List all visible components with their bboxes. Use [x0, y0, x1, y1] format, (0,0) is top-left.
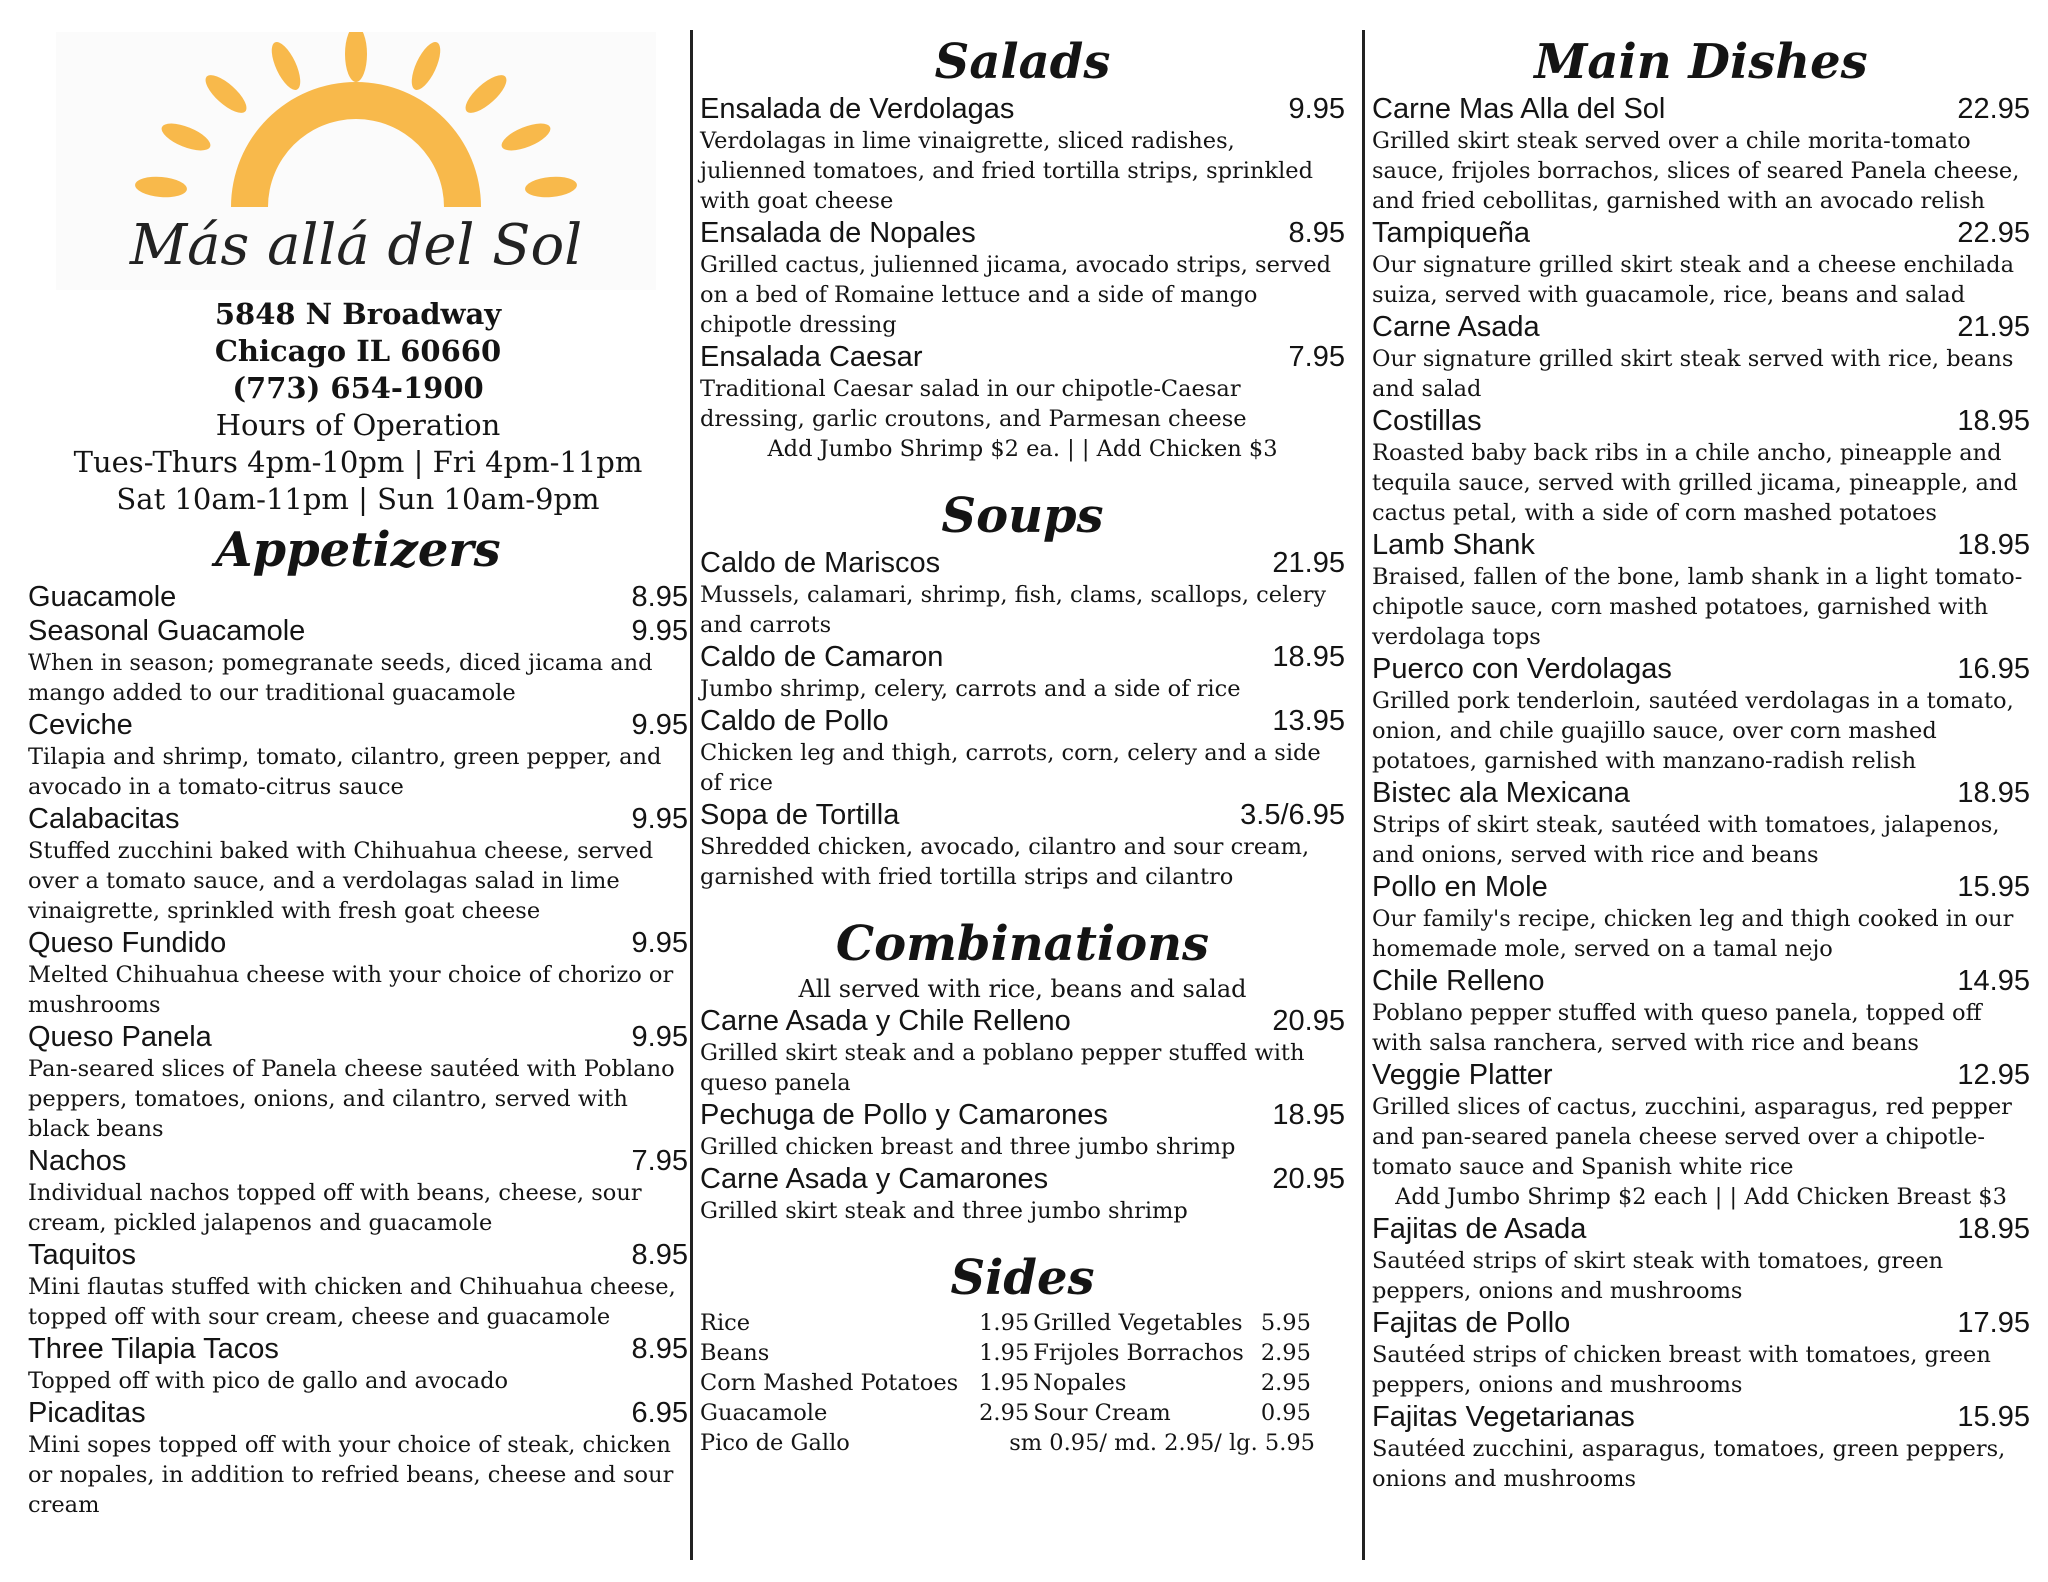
item-description: Traditional Caesar salad in our chipotle-Caesar dressing, garlic croutons, and Parmesan cheese — [700, 376, 1247, 432]
item-description: Grilled slices of cactus, zucchini, asparagus, red pepper and pan-seared panela cheese served over a chipotle-tomato sauce and Spanish white rice — [1372, 1094, 2012, 1180]
hours-title: Hours of Operation — [215, 408, 501, 442]
item-price: 13.95 — [1272, 705, 1345, 737]
item-description: Our signature grilled skirt steak and a cheese enchilada suiza, served with guacamole, rice, beans and salad — [1372, 252, 2014, 308]
item-name: Seasonal Guacamole — [28, 615, 306, 647]
item-price: 3.5/6.95 — [1240, 799, 1345, 831]
item-price: 7.95 — [631, 1145, 688, 1177]
item-name: Veggie Platter — [1372, 1059, 1553, 1091]
menu-item — [28, 1396, 688, 1520]
menu-item — [700, 216, 1345, 340]
item-description: Verdolagas in lime vinaigrette, sliced radishes, julienned tomatoes, and fried tortilla strips, sprinkled with goat cheese — [700, 128, 1314, 214]
side-name: Grilled Vegetables — [1033, 1310, 1243, 1336]
item-price: 21.95 — [1272, 547, 1345, 579]
item-description: Mussels, calamari, shrimp, fish, clams, scallops, celery and carrots — [700, 582, 1327, 638]
menu-item — [700, 1004, 1345, 1098]
item-price: 7.95 — [1288, 341, 1345, 373]
item-price: 9.95 — [631, 927, 688, 959]
side-price: 1.95 — [979, 1310, 1030, 1336]
side-name: Nopales — [1033, 1370, 1127, 1396]
item-name: Lamb Shank — [1372, 529, 1535, 561]
item-price: 9.95 — [1288, 93, 1345, 125]
menu-item — [1372, 776, 2030, 870]
table-row — [700, 1368, 1315, 1398]
column-divider-left — [690, 30, 693, 1560]
item-name: Queso Fundido — [28, 927, 227, 959]
item-description: Topped off with pico de gallo and avocado — [28, 1368, 509, 1394]
sides-list — [700, 1308, 1345, 1458]
sides-table — [700, 1308, 1315, 1458]
item-description: Grilled pork tenderloin, sautéed verdolagas in a tomato, onion, and chile guajillo sauce, over corn mashed potatoes, garnished with manzano-radish relish — [1372, 688, 2014, 774]
item-description: Mini flautas stuffed with chicken and Chihuahua cheese, topped off with sour cream, cheese and guacamole — [28, 1274, 676, 1330]
combinations-subtitle: All served with rice, beans and salad — [798, 975, 1247, 1003]
item-name: Caldo de Mariscos — [700, 547, 941, 579]
hours-weekday: Tues-Thurs 4pm-10pm | Fri 4pm-11pm — [73, 445, 643, 479]
side-name: Corn Mashed Potatoes — [700, 1370, 959, 1396]
combinations-list — [700, 974, 1345, 1226]
menu-item — [1372, 652, 2030, 776]
item-description: Grilled chicken breast and three jumbo shrimp — [700, 1134, 1236, 1160]
item-price: 16.95 — [1957, 653, 2030, 685]
item-price: 22.95 — [1957, 217, 2030, 249]
item-price: 15.95 — [1957, 871, 2030, 903]
table-row — [700, 1338, 1315, 1368]
side-name: Beans — [700, 1340, 770, 1366]
item-name: Ensalada de Verdolagas — [700, 93, 1015, 125]
main-dishes-addon-note: Add Jumbo Shrimp $2 each | | Add Chicken Breast $3 — [1395, 1184, 2007, 1210]
menu-item — [700, 640, 1345, 704]
side-name: Pico de Gallo — [700, 1430, 850, 1456]
menu-item — [28, 580, 688, 614]
item-name: Guacamole — [28, 581, 177, 613]
item-price: 8.95 — [631, 1239, 688, 1271]
item-price: 9.95 — [631, 803, 688, 835]
item-price: 14.95 — [1957, 965, 2030, 997]
hours-weekend: Sat 10am-11pm | Sun 10am-9pm — [116, 482, 600, 516]
item-name: Carne Asada y Camarones — [700, 1163, 1049, 1195]
menu-item — [700, 546, 1345, 640]
item-description: Shredded chicken, avocado, cilantro and sour cream, garnished with fried tortilla strips and cilantro — [700, 834, 1310, 890]
table-row — [700, 1398, 1315, 1428]
salads-list — [700, 92, 1345, 464]
menu-item — [28, 1332, 688, 1396]
menu-item — [28, 1020, 688, 1144]
item-price: 8.95 — [1288, 217, 1345, 249]
item-description: Chicken leg and thigh, carrots, corn, celery and a side of rice — [700, 740, 1321, 796]
item-price: 18.95 — [1272, 1099, 1345, 1131]
item-name: Ensalada Caesar — [700, 341, 923, 373]
item-description: Braised, fallen of the bone, lamb shank in a light tomato-chipotle sauce, corn mashed potatoes, garnished with verdolaga tops — [1372, 564, 2023, 650]
appetizers-list — [28, 580, 688, 1520]
item-description: Our family's recipe, chicken leg and thigh cooked in our homemade mole, served on a tamal nejo — [1372, 906, 2014, 962]
item-name: Nachos — [28, 1145, 127, 1177]
logo — [56, 32, 656, 290]
item-description: Melted Chihuahua cheese with your choice of chorizo or mushrooms — [28, 962, 674, 1018]
menu-item — [1372, 310, 2030, 404]
menu-item — [700, 92, 1345, 216]
table-row — [700, 1308, 1315, 1338]
item-description: Grilled cactus, julienned jicama, avocado strips, served on a bed of Romaine lettuce and a side of mango chipotle dressing — [700, 252, 1332, 338]
item-description: Sautéed strips of skirt steak with tomatoes, green peppers, onions and mushrooms — [1372, 1248, 1944, 1304]
address-city: Chicago IL 60660 — [214, 334, 502, 368]
item-name: Picaditas — [28, 1397, 146, 1429]
menu-item — [28, 926, 688, 1020]
item-name: Fajitas de Pollo — [1372, 1307, 1571, 1339]
item-description: Individual nachos topped off with beans, cheese, sour cream, pickled jalapenos and guacamole — [28, 1180, 642, 1236]
side-name: Guacamole — [700, 1400, 828, 1426]
item-price: 8.95 — [631, 581, 688, 613]
item-name: Taquitos — [28, 1239, 137, 1271]
side-name: Rice — [700, 1310, 751, 1336]
item-price: 9.95 — [631, 1021, 688, 1053]
item-price: 20.95 — [1272, 1163, 1345, 1195]
item-price: 21.95 — [1957, 311, 2030, 343]
item-price: 22.95 — [1957, 93, 2030, 125]
item-name: Three Tilapia Tacos — [28, 1333, 279, 1365]
item-price: 9.95 — [631, 615, 688, 647]
menu-item — [1372, 1306, 2030, 1400]
menu-item — [1372, 1058, 2030, 1182]
item-name: Pollo en Mole — [1372, 871, 1548, 903]
item-name: Puerco con Verdolagas — [1372, 653, 1672, 685]
menu-item — [700, 1098, 1345, 1162]
menu-item — [1372, 404, 2030, 528]
item-description: Sautéed strips of chicken breast with tomatoes, green peppers, onions and mushrooms — [1372, 1342, 1991, 1398]
item-description: Grilled skirt steak and three jumbo shrimp — [700, 1198, 1188, 1224]
item-description: Mini sopes topped off with your choice of steak, chicken or nopales, in addition to refried beans, cheese and sour cream — [28, 1432, 674, 1518]
menu-item — [700, 340, 1345, 434]
item-name: Ensalada de Nopales — [700, 217, 976, 249]
main-dishes-list — [1372, 92, 2030, 1494]
item-description: Jumbo shrimp, celery, carrots and a side of rice — [700, 676, 1241, 702]
item-price: 18.95 — [1272, 641, 1345, 673]
menu-item — [1372, 528, 2030, 652]
restaurant-info — [28, 296, 688, 518]
main-dishes-title: Main Dishes — [1534, 34, 1868, 90]
sides-title: Sides — [950, 1250, 1095, 1306]
side-price: 1.95 — [979, 1340, 1030, 1366]
item-name: Ceviche — [28, 709, 133, 741]
soups-list — [700, 546, 1345, 892]
column-left — [28, 22, 688, 1520]
side-name: Sour Cream — [1033, 1400, 1171, 1426]
item-price: 18.95 — [1957, 405, 2030, 437]
side-price: 2.95 — [1260, 1340, 1311, 1366]
item-description: Grilled skirt steak and a poblano pepper stuffed with queso panela — [700, 1040, 1305, 1096]
menu-item — [1372, 92, 2030, 216]
column-divider-right — [1362, 30, 1365, 1560]
menu-item — [1372, 1400, 2030, 1494]
side-price: 5.95 — [1260, 1310, 1311, 1336]
menu-item — [1372, 964, 2030, 1058]
item-name: Tampiqueña — [1372, 217, 1530, 249]
table-row — [700, 1428, 1315, 1458]
item-price: 8.95 — [631, 1333, 688, 1365]
menu-item — [28, 614, 688, 708]
item-description: When in season; pomegranate seeds, diced jicama and mango added to our traditional guacamole — [28, 650, 653, 706]
item-name: Pechuga de Pollo y Camarones — [700, 1099, 1108, 1131]
menu-item — [28, 1144, 688, 1238]
item-description: Stuffed zucchini baked with Chihuahua cheese, served over a tomato sauce, and a verdolagas salad in lime vinaigrette, sprinkled with fresh goat cheese — [28, 838, 654, 924]
side-name: Frijoles Borrachos — [1033, 1340, 1244, 1366]
side-price: 2.95 — [1260, 1370, 1311, 1396]
item-name: Calabacitas — [28, 803, 180, 835]
menu-item — [700, 1162, 1345, 1226]
item-price: 6.95 — [631, 1397, 688, 1429]
item-description: Tilapia and shrimp, tomato, cilantro, green pepper, and avocado in a tomato-citrus sauce — [28, 744, 662, 800]
menu-item — [700, 798, 1345, 892]
item-price: 18.95 — [1957, 529, 2030, 561]
item-name: Carne Mas Alla del Sol — [1372, 93, 1666, 125]
menu-item — [28, 1238, 688, 1332]
salads-addon-note: Add Jumbo Shrimp $2 ea. | | Add Chicken $3 — [767, 436, 1278, 462]
item-price: 15.95 — [1957, 1401, 2030, 1433]
soups-title: Soups — [941, 488, 1104, 544]
address-street: 5848 N Broadway — [214, 297, 502, 331]
item-price: 9.95 — [631, 709, 688, 741]
item-price: 18.95 — [1957, 1213, 2030, 1245]
side-price: 2.95 — [979, 1400, 1030, 1426]
item-name: Carne Asada — [1372, 311, 1540, 343]
menu-item — [1372, 870, 2030, 964]
item-price: 18.95 — [1957, 777, 2030, 809]
menu-item — [1372, 216, 2030, 310]
salads-title: Salads — [934, 34, 1111, 90]
logo-text: Más allá del Sol — [129, 213, 583, 278]
item-name: Fajitas Vegetarianas — [1372, 1401, 1635, 1433]
item-description: Strips of skirt steak, sautéed with tomatoes, jalapenos, and onions, served with rice and beans — [1372, 812, 2000, 868]
item-description: Roasted baby back ribs in a chile ancho, pineapple and tequila sauce, served with grilled jicama, pineapple, and cactus petal, with a side of corn mashed potatoes — [1372, 440, 2018, 526]
item-description: Sautéed zucchini, asparagus, tomatoes, green peppers, onions and mushrooms — [1372, 1436, 2006, 1492]
item-name: Queso Panela — [28, 1021, 212, 1053]
column-middle — [700, 22, 1345, 1458]
menu-item — [1372, 1212, 2030, 1306]
item-name: Costillas — [1372, 405, 1482, 437]
item-price: 12.95 — [1957, 1059, 2030, 1091]
appetizers-title: Appetizers — [215, 522, 501, 578]
item-description: Our signature grilled skirt steak served with rice, beans and salad — [1372, 346, 2014, 402]
side-price: 0.95 — [1260, 1400, 1311, 1426]
item-description: Poblano pepper stuffed with queso panela, topped off with salsa ranchera, served with rice and beans — [1372, 1000, 1982, 1056]
item-name: Carne Asada y Chile Relleno — [700, 1005, 1071, 1037]
sun-logo-icon — [56, 32, 656, 290]
item-name: Bistec ala Mexicana — [1372, 777, 1630, 809]
item-name: Caldo de Pollo — [700, 705, 889, 737]
item-name: Sopa de Tortilla — [700, 799, 900, 831]
item-price: 20.95 — [1272, 1005, 1345, 1037]
menu-item — [28, 802, 688, 926]
menu-item — [700, 704, 1345, 798]
phone-number: (773) 654-1900 — [232, 371, 484, 405]
item-price: 17.95 — [1957, 1307, 2030, 1339]
side-sizes: sm 0.95/ md. 2.95/ lg. 5.95 — [1009, 1430, 1315, 1456]
menu-item — [28, 708, 688, 802]
column-right — [1372, 22, 2030, 1494]
item-description: Grilled skirt steak served over a chile morita-tomato sauce, frijoles borrachos, slices of seared Panela cheese, and fried cebollitas, garnished with an avocado relish — [1372, 128, 2020, 214]
side-price: 1.95 — [979, 1370, 1030, 1396]
item-name: Caldo de Camaron — [700, 641, 944, 673]
item-description: Pan-seared slices of Panela cheese sautéed with Poblano peppers, tomatoes, onions, and cilantro, served with black beans — [28, 1056, 675, 1142]
item-name: Fajitas de Asada — [1372, 1213, 1587, 1245]
combinations-title: Combinations — [835, 916, 1210, 972]
item-name: Chile Relleno — [1372, 965, 1545, 997]
